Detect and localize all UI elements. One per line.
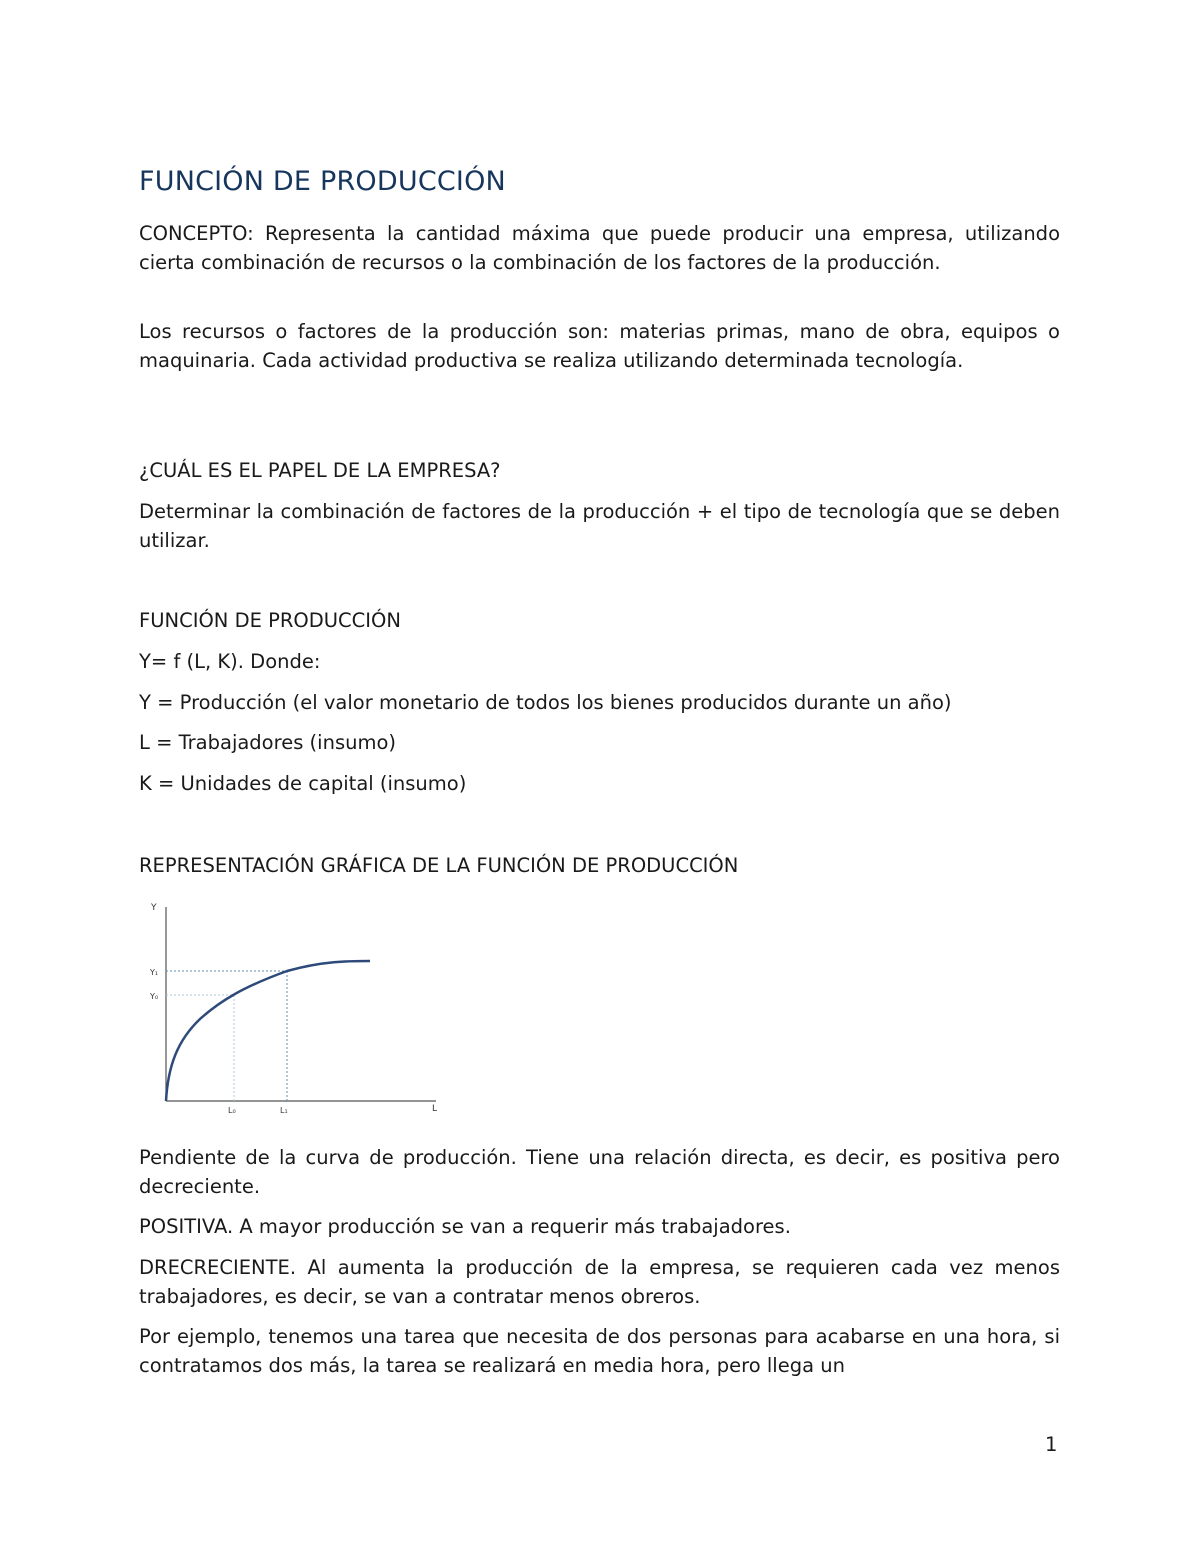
y-tick-y1: Y₁ (150, 968, 159, 977)
x-axis-label: L (432, 1104, 438, 1114)
positive-paragraph: POSITIVA. A mayor producción se van a requerir más trabajadores. (139, 1215, 791, 1238)
decreasing-paragraph: DRECRECIENTE. Al aumenta la producción de la empresa, se requieren cada vez menos trabajadores, es decir, se van a contratar menos obreros. (139, 1256, 1060, 1308)
definition-k: K = Unidades de capital (insumo) (139, 772, 467, 795)
definition-l: L = Trabajadores (insumo) (139, 731, 396, 754)
company-role-heading: ¿CUÁL ES EL PAPEL DE LA EMPRESA? (139, 459, 501, 482)
x-tick-l1: L₁ (280, 1106, 288, 1115)
example-paragraph: Por ejemplo, tenemos una tarea que necesita de dos personas para acabarse en una hora, si contratamos dos más, la tarea se realizará en media hora, pero llega un (139, 1325, 1060, 1377)
production-function-chart (138, 895, 448, 1120)
definition-y: Y = Producción (el valor monetario de todos los bienes producidos durante un año) (139, 691, 952, 714)
company-role-paragraph: Determinar la combinación de factores de la producción + el tipo de tecnología que se deben utilizar. (139, 500, 1060, 552)
concept-paragraph: CONCEPTO: Representa la cantidad máxima que puede producir una empresa, utilizando cierta combinación de recursos o la combinación de los factores de la producción. (139, 222, 1060, 274)
graph-heading: REPRESENTACIÓN GRÁFICA DE LA FUNCIÓN DE PRODUCCIÓN (139, 854, 739, 877)
x-tick-l0: L₀ (228, 1106, 236, 1115)
y-axis-label: Y (151, 903, 157, 913)
production-curve (166, 961, 370, 1101)
y-tick-y0: Y₀ (150, 992, 159, 1001)
resources-paragraph: Los recursos o factores de la producción son: materias primas, mano de obra, equipos o maquinaria. Cada actividad productiva se realiza utilizando determinada tecnología. (139, 320, 1060, 372)
page-title: FUNCIÓN DE PRODUCCIÓN (139, 166, 506, 197)
slope-paragraph: Pendiente de la curva de producción. Tiene una relación directa, es decir, es positiva pero decreciente. (139, 1146, 1060, 1198)
formula-line: Y= f (L, K). Donde: (139, 650, 321, 673)
page-number: 1 (1045, 1433, 1058, 1456)
function-heading: FUNCIÓN DE PRODUCCIÓN (139, 609, 401, 632)
